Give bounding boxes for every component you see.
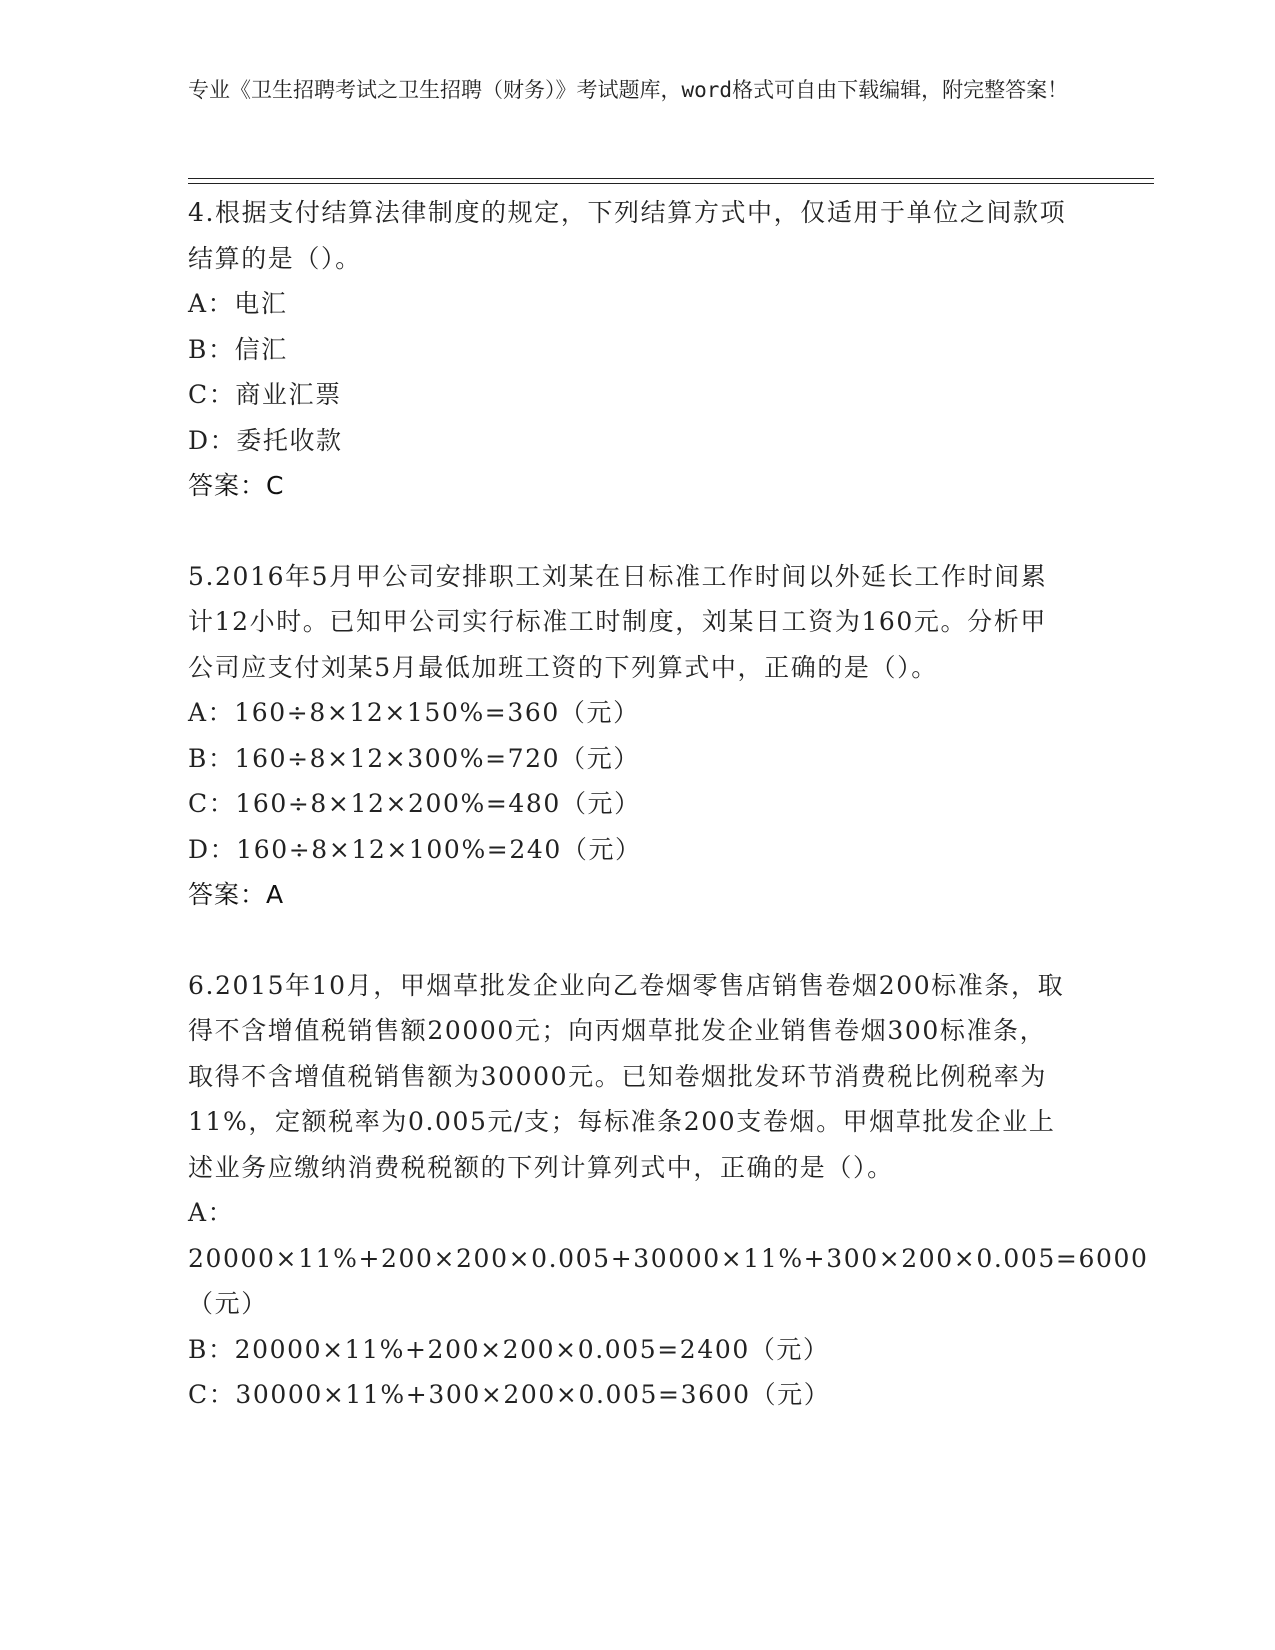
option-d: D：委托收款 [188,425,343,455]
question-6 [188,963,1149,1418]
question-spacer [188,918,1088,963]
option-c: C：160÷8×12×200%=480（元） [188,789,641,818]
question-spacer [188,509,1088,554]
answer-line: 答案：C [188,471,285,500]
option-c: C：30000×11%+300×200×0.005=3600（元） [188,1380,831,1409]
question-4 [188,190,1088,509]
question-list [188,190,1149,1418]
answer-line: 答案：A [188,880,285,909]
question-stem: 6.2015年10月，甲烟草批发企业向乙卷烟零售店销售卷烟200标准条，取得不含增值税销售额20000元；向丙烟草批发企业销售卷烟300标准条，取得不含增值税销售额为30000元。已知卷烟批发环节消费税比例税率为11%，定额税率为0.005元/支；每标准条200支卷烟。甲烟草批发企业上述业务应缴纳消费税税额的下列计算列式中，正确的是（）。 [188,970,1065,1182]
option-a: A：电汇 [188,289,288,318]
option-b: B：160÷8×12×300%=720（元） [188,743,640,773]
option-b: B：20000×11%+200×200×0.005=2400（元） [188,1334,830,1364]
question-5 [188,554,1088,918]
question-stem: 4.根据支付结算法律制度的规定，下列结算方式中，仅适用于单位之间款项结算的是（）。 [188,198,1067,273]
option-d: D：160÷8×12×100%=240（元） [188,834,642,864]
question-stem: 5.2016年5月甲公司安排职工刘某在日标准工作时间以外延长工作时间累计12小时。已知甲公司实行标准工时制度，刘某日工资为160元。分析甲公司应支付刘某5月最低加班工资的下列算式中，正确的是（）。 [188,561,1048,682]
option-b: B：信汇 [188,334,288,364]
option-a: A：20000×11%+200×200×0.005+30000×11%+300×200×0.005=6000（元） [188,1198,1149,1318]
document-header: 专业《卫生招聘考试之卫生招聘（财务）》考试题库，word格式可自由下载编辑，附完整答案！ [188,78,1069,102]
header-divider-bottom [188,183,1154,184]
header-divider-top [188,178,1154,179]
option-a: A：160÷8×12×150%=360（元） [188,698,640,727]
option-c: C：商业汇票 [188,380,342,409]
